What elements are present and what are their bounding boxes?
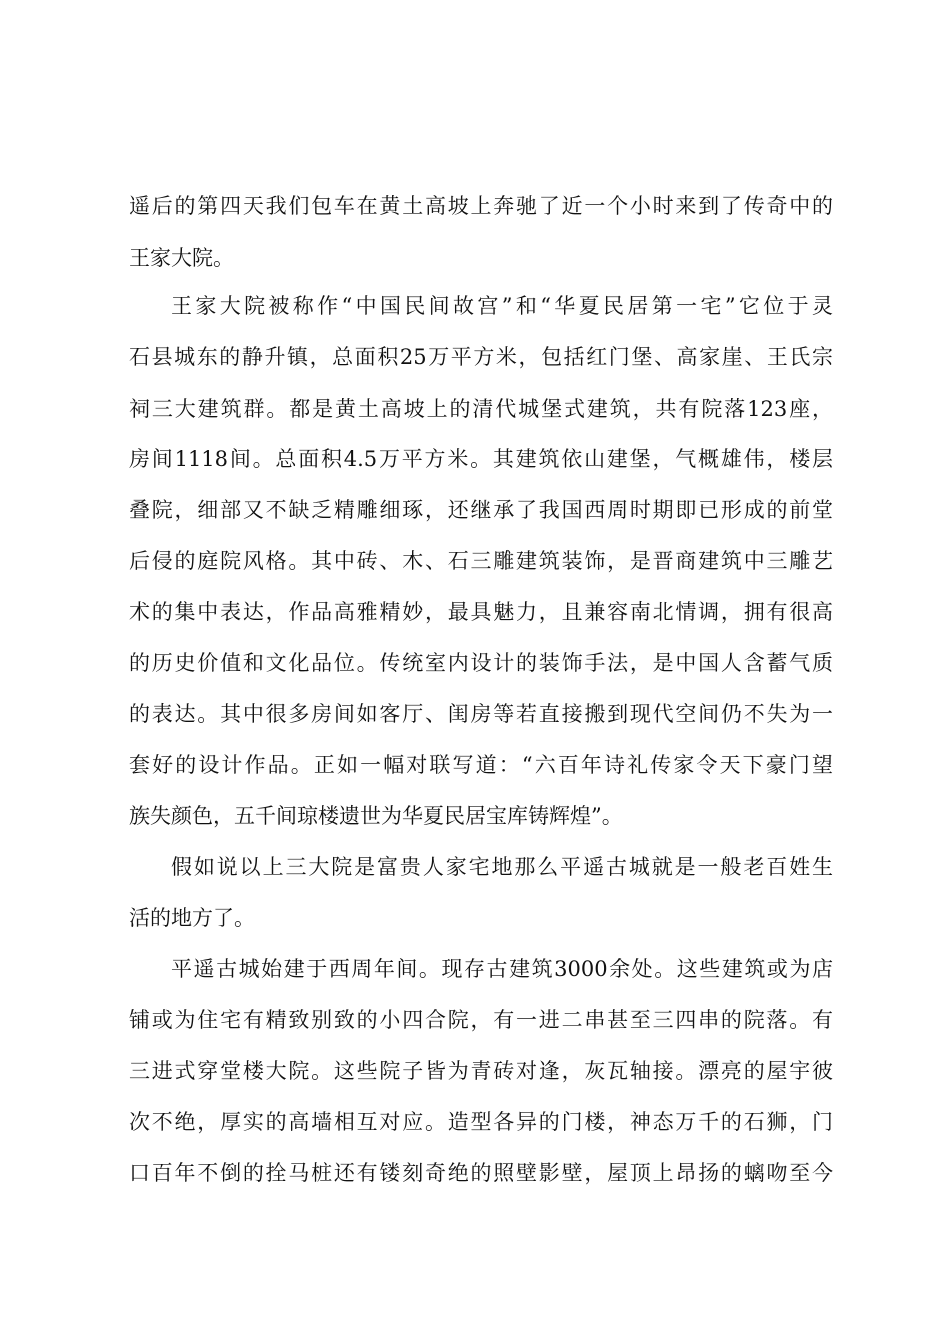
paragraph-first-line: 王家大院被称作“中国民间故宫”和“华夏民居第一宅”它位于灵	[171, 294, 833, 318]
text-line: 三进式穿堂楼大院。这些院子皆为青砖对逢，灰瓦轴接。漂亮的屋宇彼	[129, 1059, 833, 1083]
text-line: 后侵的庭院风格。其中砖、木、石三雕建筑装饰，是晋商建筑中三雕艺	[129, 549, 833, 573]
paragraph-first-line: 平遥古城始建于西周年间。现存古建筑3000余处。这些建筑或为店	[171, 957, 833, 981]
text-line: 祠三大建筑群。都是黄土高坡上的清代城堡式建筑，共有院落123座，	[129, 397, 833, 421]
text-line: 王家大院。	[129, 246, 234, 270]
text-line: 铺或为住宅有精致别致的小四合院，有一进二串甚至三四串的院落。有	[129, 1008, 833, 1032]
text-line: 活的地方了。	[129, 906, 255, 930]
text-line: 房间1118间。总面积4.5万平方米。其建筑依山建堡，气概雄伟，楼层	[129, 447, 833, 471]
paragraph-first-line: 假如说以上三大院是富贵人家宅地那么平遥古城就是一般老百姓生	[171, 855, 833, 879]
text-line: 族失颜色，五千间琼楼遗世为华夏民居宝库铸辉煌”。	[129, 804, 623, 828]
text-line: 口百年不倒的拴马桩还有镂刻奇绝的照壁影壁，屋顶上昂扬的螭吻至今	[129, 1161, 833, 1185]
text-line: 遥后的第四天我们包车在黄土高坡上奔驰了近一个小时来到了传奇中的	[129, 194, 833, 218]
text-line: 的历史价值和文化品位。传统室内设计的装饰手法，是中国人含蓄气质	[129, 651, 833, 675]
text-line: 套好的设计作品。正如一幅对联写道：“六百年诗礼传家令天下豪门望	[129, 753, 833, 777]
text-line: 的表达。其中很多房间如客厅、闺房等若直接搬到现代空间仍不失为一	[129, 702, 833, 726]
text-line: 石县城东的静升镇，总面积25万平方米，包括红门堡、高家崖、王氏宗	[129, 345, 833, 369]
text-line: 叠院，细部又不缺乏精雕细琢，还继承了我国西周时期即已形成的前堂	[129, 498, 833, 522]
text-line: 术的集中表达，作品高雅精妙，最具魅力，且兼容南北情调，拥有很高	[129, 600, 833, 624]
text-line: 次不绝，厚实的高墙相互对应。造型各异的门楼，神态万千的石狮，门	[129, 1110, 833, 1134]
